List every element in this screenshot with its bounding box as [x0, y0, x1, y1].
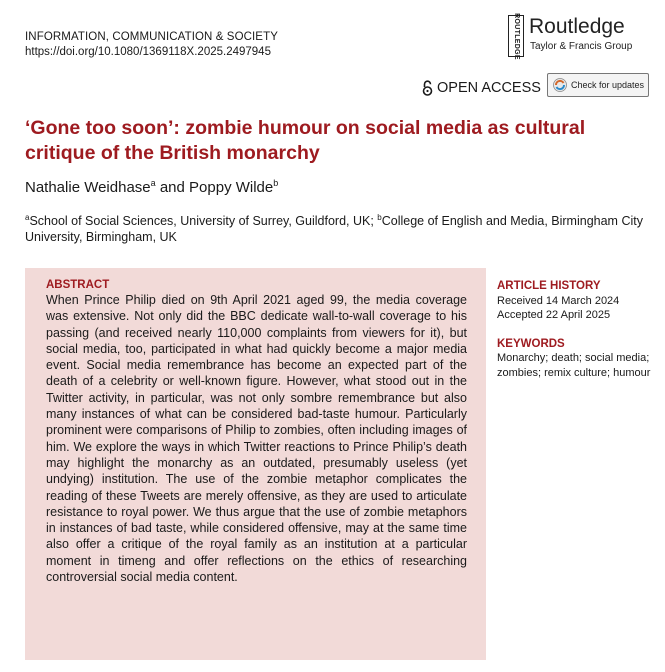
- affil-mark: b: [377, 213, 382, 222]
- open-access-label: [422, 80, 541, 96]
- keywords-text: Monarchy; death; social media; zombies; remix culture; humour: [497, 352, 651, 379]
- publisher-group: Taylor & Francis Group: [530, 41, 633, 52]
- history-heading: ARTICLE HISTORY: [497, 280, 601, 292]
- affiliation-text: School of Social Sciences, University of Surrey, Guildford, UK;: [29, 214, 378, 229]
- check-for-updates-label: Check for updates: [571, 80, 645, 90]
- author-affil-mark: b: [273, 178, 279, 188]
- accepted-date: Accepted 22 April 2025: [497, 309, 611, 321]
- abstract-heading: ABSTRACT: [46, 279, 110, 291]
- routledge-mark-icon: [508, 12, 524, 60]
- routledge-mark-text: ROUTLEDGE: [512, 12, 520, 60]
- author-affil-mark: a: [150, 178, 156, 188]
- affiliations: [25, 210, 650, 245]
- open-lock-icon: [422, 80, 433, 96]
- update-badge-icon: [553, 78, 567, 92]
- author-name[interactable]: Nathalie Weidhase: [25, 179, 151, 196]
- affil-mark: a: [25, 213, 30, 222]
- author-name[interactable]: Poppy Wilde: [189, 179, 274, 196]
- received-date: Received 14 March 2024: [497, 294, 620, 307]
- doi-link[interactable]: https://doi.org/10.1080/1369118X.2025.2497945: [25, 46, 271, 58]
- article-title: ‘Gone too soon’: zombie humour on social media as cultural critique of the British monarchy: [25, 117, 586, 164]
- keywords-heading: KEYWORDS: [497, 337, 565, 350]
- author-list: [25, 178, 278, 196]
- abstract-text: When Prince Philip died on 9th April 2021 aged 99, the media coverage was extensive. Not only did the BBC dedicate wall-to-wall coverage to his passing (and received nearly 110,000 complaints from viewers for it), but social media, too, participated in what had quickly become a major media event. Social media remembrance has become an expected part of the death of a celebrity or well-known figure. However, what stood out in the Twitter activity, in particular, was not only sombre remembrance but also many instances of what can be considered bad-taste humour. Particularly prominent were comparisons of Philip to zombies, often including images of him. We explore the ways in which Twitter reactions to Prince Philip’s death may highlight the monarchy as an outdated, presumably useless (yet undying) institution. The use of the zombie metaphor complicates the reading of these Tweets are merely offensive, as they are used to articulate resistance to royal power. We thus argue that the use of zombie metaphors in instances of bad taste, while considered offensive, may at the same time also offer a critique of the royal family as an institution at a particular moment in timeng and offer reflections on the ethics of researching controversial social media content.: [46, 293, 467, 585]
- affiliation-text: College of English and Media, Birmingham City University, Birmingham, UK: [25, 214, 643, 245]
- journal-header: [25, 30, 278, 60]
- open-access-text: OPEN ACCESS: [437, 80, 541, 96]
- publisher-name: Routledge: [529, 15, 625, 38]
- journal-name: INFORMATION, COMMUNICATION & SOCIETY: [25, 31, 278, 43]
- author-joiner: and: [159, 179, 185, 196]
- article-sidebar: [497, 279, 657, 380]
- check-for-updates-button[interactable]: [547, 73, 649, 97]
